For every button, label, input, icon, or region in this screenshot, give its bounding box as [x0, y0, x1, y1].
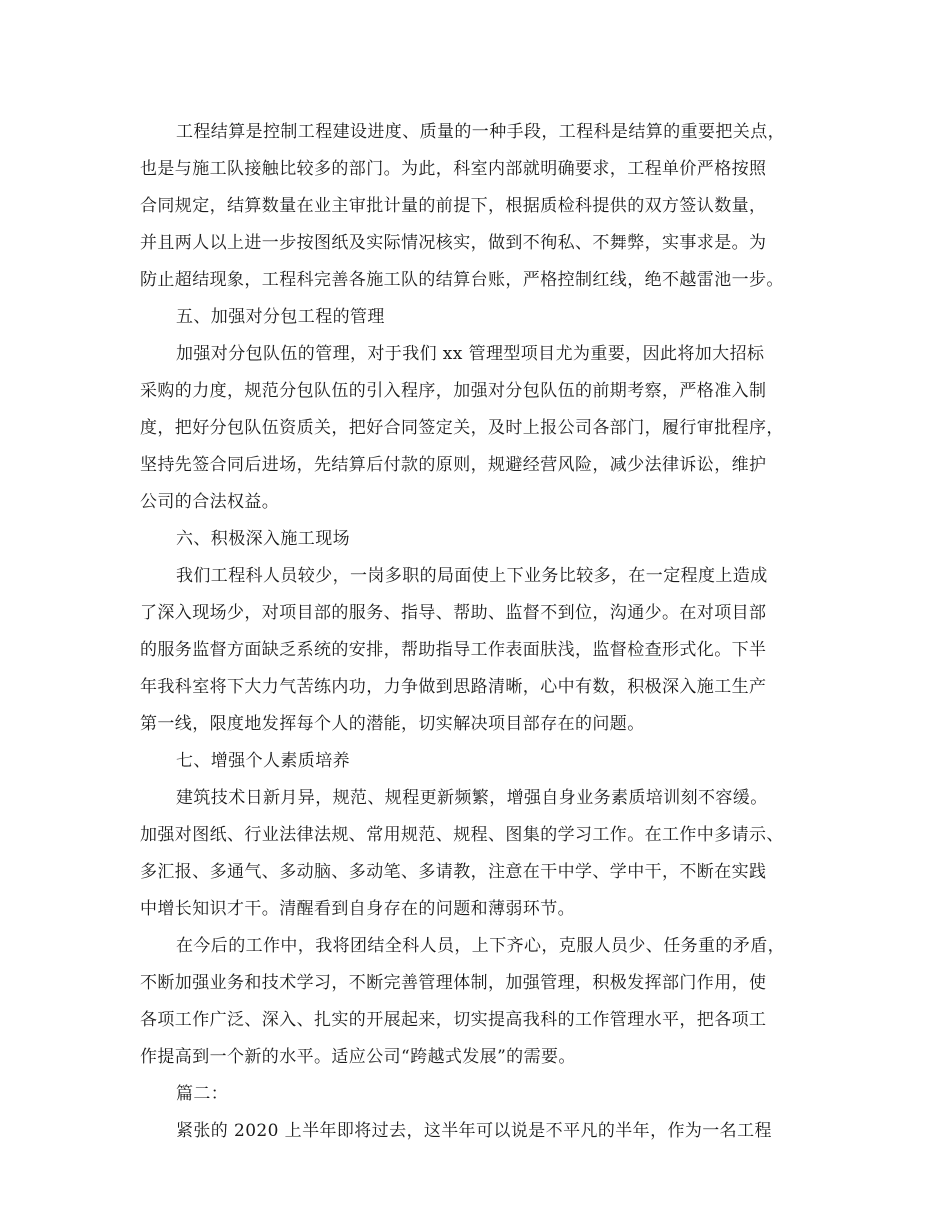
paragraph-line: 工程结算是控制工程建设进度、质量的一种手段，工程科是结算的重要把关点， [176, 122, 785, 142]
paragraph-line: 多汇报、多通气、多动脑、多动笔、多请教，注意在干中学、学中干，不断在实践 [140, 862, 767, 882]
paragraph-line: 不断加强业务和技术学习，不断完善管理体制，加强管理，积极发挥部门作用，使 [140, 973, 767, 993]
paragraph-line: 紧张的 2020 上半年即将过去，这半年可以说是不平凡的半年，作为一名工程 [176, 1121, 772, 1141]
paragraph-line: 年我科室将下大力气苦练内功，力争做到思路清晰，心中有数，积极深入施工生产 [140, 677, 767, 697]
paragraph-line: 防止超结现象，工程科完善各施工队的结算台账，严格控制红线，绝不越雷池一步。 [140, 270, 784, 290]
section-heading: 七、增强个人素质培养 [176, 751, 350, 771]
paragraph-line: 采购的力度，规范分包队伍的引入程序，加强对分包队伍的前期考察，严格准入制 [140, 381, 767, 401]
paragraph-line: 建筑技术日新月异，规范、规程更新频繁，增强自身业务素质培训刻不容缓。 [176, 788, 768, 808]
section-heading: 六、积极深入施工现场 [176, 529, 350, 549]
paragraph-line: 并且两人以上进一步按图纸及实际情况核实，做到不徇私、不舞弊，实事求是。为 [140, 233, 767, 253]
paragraph-line: 加强对分包队伍的管理，对于我们 xx 管理型项目尤为重要，因此将加大招标 [176, 344, 765, 364]
paragraph-line: 第一线，限度地发挥每个人的潜能，切实解决项目部存在的问题。 [140, 714, 645, 734]
paragraph-line: 我们工程科人员较少，一岗多职的局面使上下业务比较多，在一定程度上造成 [176, 566, 768, 586]
section-heading: 五、加强对分包工程的管理 [176, 307, 385, 327]
section-heading: 篇二： [176, 1084, 229, 1104]
paragraph-line: 中增长知识才干。清醒看到自身存在的问题和薄弱环节。 [140, 899, 575, 919]
paragraph-line: 在今后的工作中，我将团结全科人员，上下齐心，克服人员少、任务重的矛盾， [176, 936, 785, 956]
paragraph-line: 度，把好分包队伍资质关，把好合同签定关，及时上报公司各部门，履行审批程序， [140, 418, 784, 438]
paragraph-line: 各项工作广泛、深入、扎实的开展起来，切实提高我科的工作管理水平，把各项工 [140, 1010, 767, 1030]
paragraph-line: 坚持先签合同后进场，先结算后付款的原则，规避经营风险，减少法律诉讼，维护 [140, 455, 767, 475]
paragraph-line: 加强对图纸、行业法律法规、常用规范、规程、图集的学习工作。在工作中多请示、 [140, 825, 784, 845]
paragraph-line: 了深入现场少，对项目部的服务、指导、帮助、监督不到位，沟通少。在对项目部 [140, 603, 767, 623]
paragraph-line: 公司的合法权益。 [140, 492, 280, 512]
paragraph-line: 的服务监督方面缺乏系统的安排，帮助指导工作表面肤浅，监督检查形式化。下半 [140, 640, 767, 660]
paragraph-line: 作提高到一个新的水平。适应公司“跨越式发展”的需要。 [140, 1047, 576, 1067]
paragraph-line: 也是与施工队接触比较多的部门。为此，科室内部就明确要求，工程单价严格按照 [140, 159, 767, 179]
paragraph-line: 合同规定，结算数量在业主审批计量的前提下，根据质检科提供的双方签认数量， [140, 196, 767, 216]
